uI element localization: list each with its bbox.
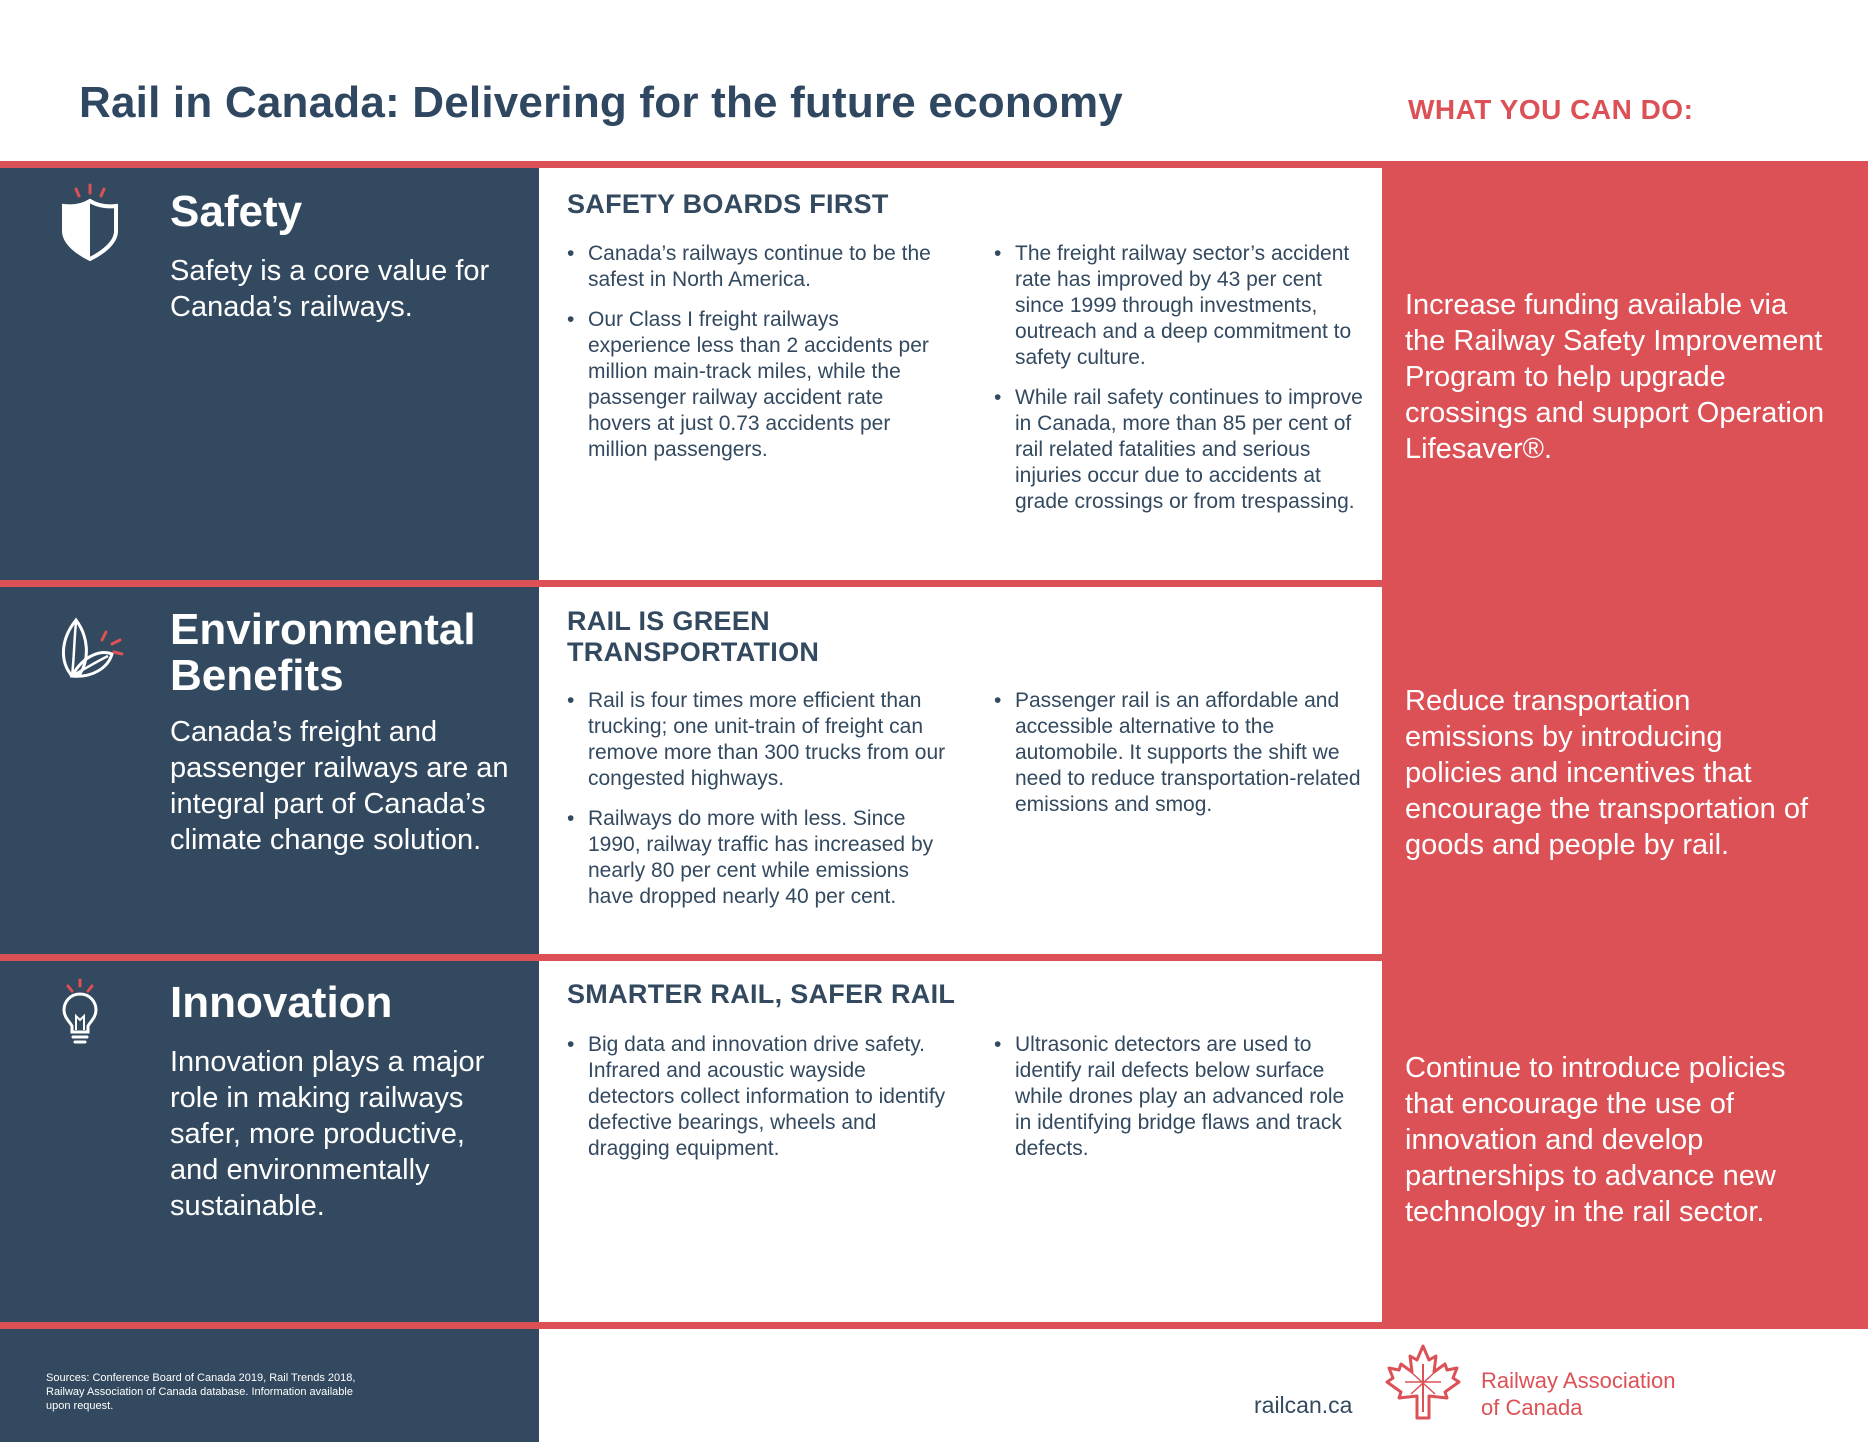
list-item: • Big data and innovation drive safety. Infrared and acoustic wayside detectors collect information to identify defective bearings, wheels and dragging equipment. — [567, 1032, 947, 1162]
leaf-icon — [50, 610, 130, 690]
sources-text: Sources: Conference Board of Canada 2019, Rail Trends 2018, Railway Association of Canada database. Information available upon request. — [46, 1372, 356, 1412]
list-item: • Railways do more with less. Since 1990, railway traffic has increased by nearly 80 per cent while emissions have dropped nearly 40 per cent. — [567, 806, 947, 910]
section-safety — [0, 161, 1868, 580]
section-description: Innovation plays a major role in making railways safer, more productive, and environmentally sustainable. — [170, 1046, 485, 1222]
list-item: • Passenger rail is an affordable and accessible alternative to the automobile. It supports the shift we need to reduce transportation-related emissions and smog. — [994, 688, 1364, 818]
section-description: Safety is a core value for Canada’s railways. — [170, 255, 490, 323]
action-text: Reduce transportation emissions by introducing policies and incentives that encourage the transportation of goods and people by rail. — [1405, 685, 1809, 861]
logo-line-1: Railway Association — [1481, 1368, 1676, 1393]
section-divider — [0, 580, 1868, 587]
list-item: • Ultrasonic detectors are used to identify rail defects below surface while drones play an advanced role in identifying bridge flaws and track defects. — [994, 1032, 1364, 1162]
lightbulb-icon — [50, 974, 130, 1054]
maple-leaf-icon — [1383, 1342, 1463, 1426]
facts-list-left — [567, 688, 947, 924]
facts-heading: RAIL IS GREEN TRANSPORTATION — [567, 606, 820, 667]
facts-list-left — [567, 1032, 947, 1176]
facts-heading: SMARTER RAIL, SAFER RAIL — [567, 979, 956, 1009]
page-header — [0, 0, 1868, 161]
list-item: • Canada’s railways continue to be the safest in North America. — [567, 241, 947, 293]
facts-list-right — [994, 241, 1364, 529]
section-title: Safety — [170, 187, 303, 236]
what-you-can-do-heading: WHAT YOU CAN DO: — [1408, 94, 1694, 125]
facts-heading: SAFETY BOARDS FIRST — [567, 189, 889, 219]
facts-list-left — [567, 241, 947, 477]
page-footer — [0, 1322, 1868, 1442]
list-item: • The freight railway sector’s accident rate has improved by 43 per cent since 1999 through investments, outreach and a deep commitment to safety culture. — [994, 241, 1364, 371]
list-item: • Rail is four times more efficient than trucking; one unit-train of freight can remove more than 300 trucks from our congested highways. — [567, 688, 947, 792]
footer-divider — [0, 1322, 1868, 1329]
facts-list-right — [994, 1032, 1364, 1176]
logo-wordmark — [1481, 1367, 1675, 1421]
list-item: • While rail safety continues to improve in Canada, more than 85 per cent of rail related fatalities and serious injuries occur due to accidents at grade crossings or from trespassing. — [994, 385, 1364, 515]
facts-list-right — [994, 688, 1364, 832]
section-divider — [0, 954, 1868, 961]
section-description: Canada’s freight and passenger railways are an integral part of Canada’s climate change solution. — [170, 716, 509, 856]
shield-icon — [50, 181, 130, 261]
action-text: Increase funding available via the Railway Safety Improvement Program to help upgrade crossings and support Operation Lifesaver®. — [1405, 289, 1825, 465]
website-link[interactable]: railcan.ca — [1254, 1392, 1353, 1418]
list-item: • Our Class I freight railways experience less than 2 accidents per million main-track miles, while the passenger railway accident rate hovers at just 0.73 accidents per million passengers. — [567, 307, 947, 463]
section-innovation — [0, 954, 1868, 1322]
section-title: Environmental Benefits — [170, 605, 476, 700]
logo-line-2: of Canada — [1481, 1395, 1583, 1420]
page-title: Rail in Canada: Delivering for the future economy — [79, 78, 1123, 127]
section-title: Innovation — [170, 978, 393, 1027]
action-text: Continue to introduce policies that encourage the use of innovation and develop partnerships to advance new technology in the rail sector. — [1405, 1052, 1786, 1228]
sources-panel — [0, 1329, 539, 1442]
section-environmental — [0, 580, 1868, 954]
section-divider — [0, 161, 1868, 168]
